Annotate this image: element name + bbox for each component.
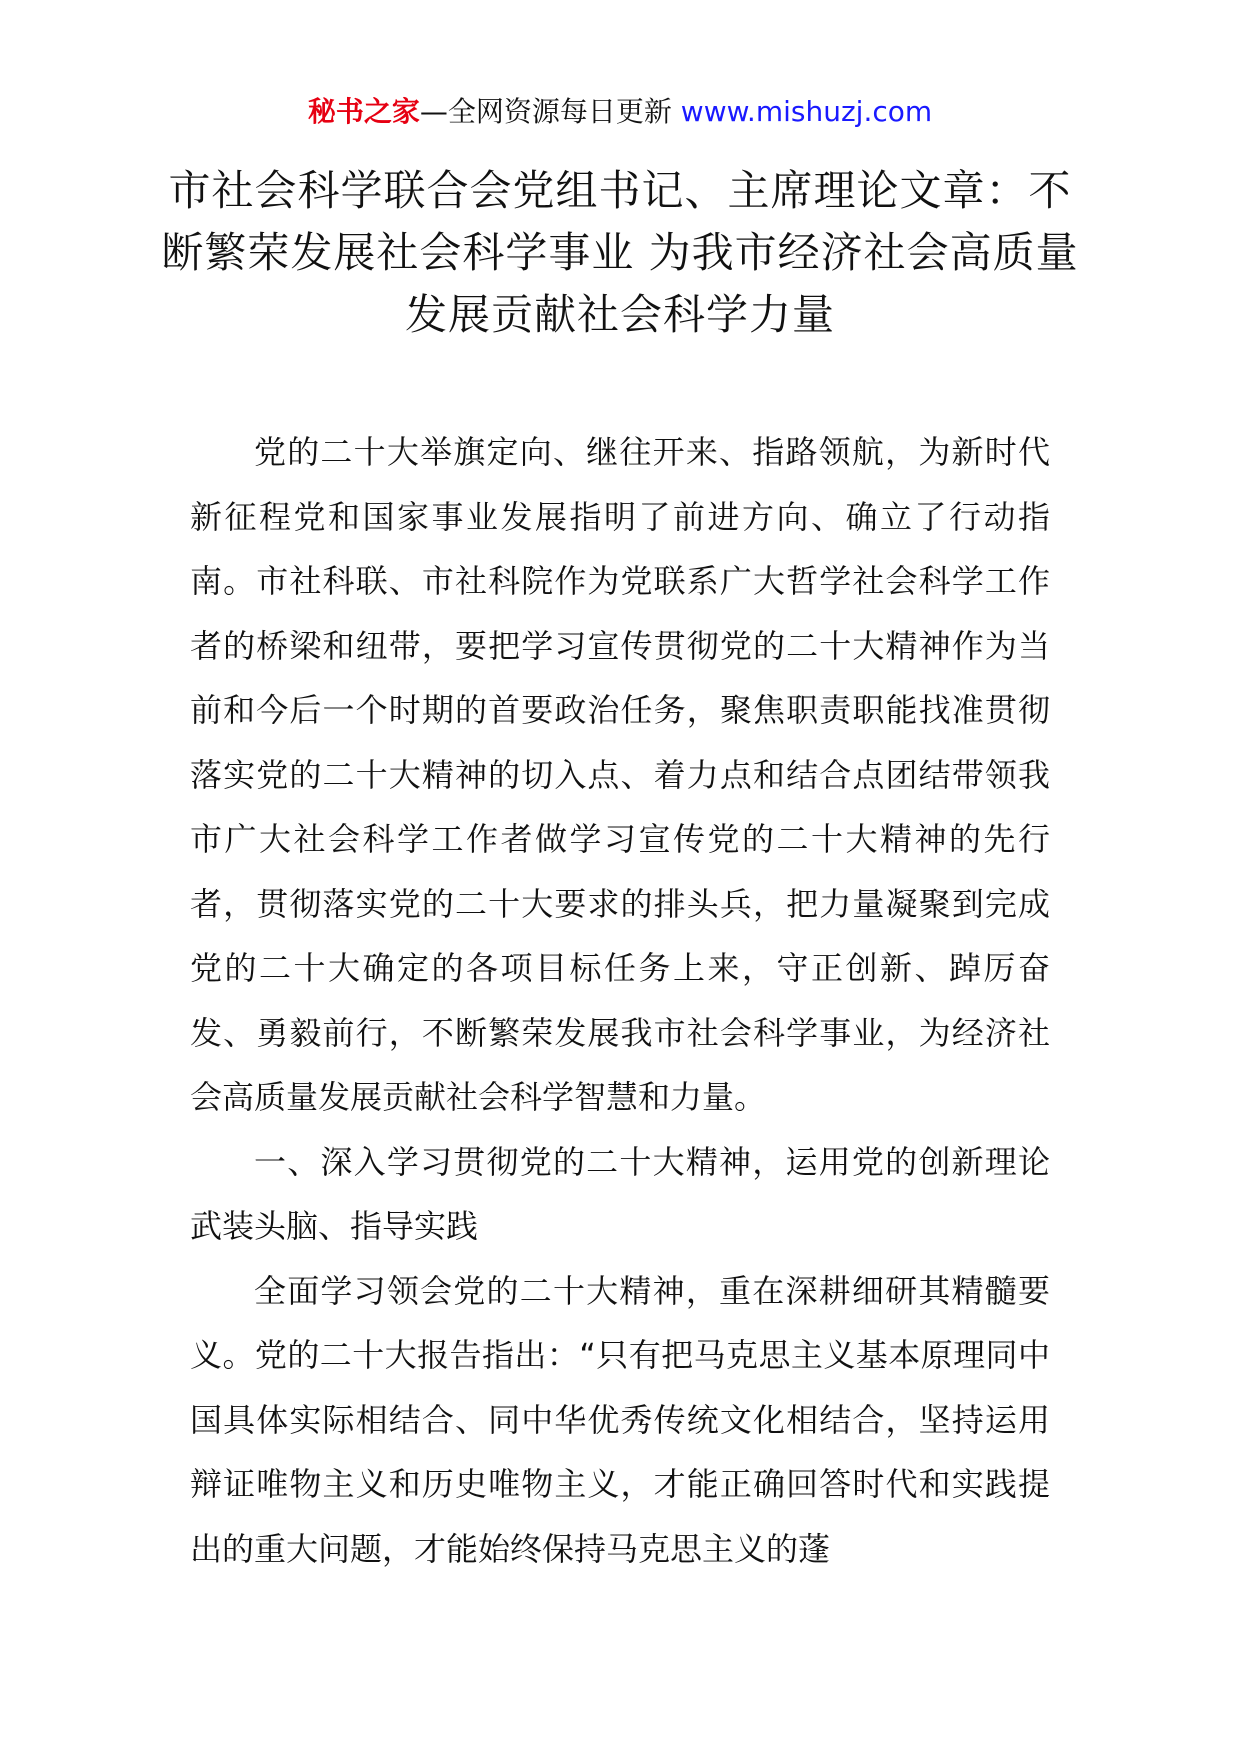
brand-name: 秘书之家 [307,95,420,128]
intro-paragraph: 党的二十大举旗定向、继往开来、指路领航，为新时代新征程党和国家事业发展指明了前进方向、确立了行动指南。市社科联、市社科院作为党联系广大哲学社会科学工作者的桥梁和纽带，要把学习宣传贯彻党的二十大精神作为当前和今后一个时期的首要政治任务，聚焦职责职能找准贯彻落实党的二十大精神的切入点、着力点和结合点团结带领我市广大社会科学工作者做学习宣传党的二十大精神的先行者，贯彻落实党的二十大要求的排头兵，把力量凝聚到完成党的二十大确定的各项目标任务上来，守正创新、踔厉奋发、勇毅前行，不断繁荣发展我市社会科学事业，为经济社会高质量发展贡献社会科学智慧和力量。 [190,433,1050,1116]
page-header [0,92,1240,132]
site-url-link[interactable]: www.mishuzj.com [680,95,933,128]
body-paragraph: 全面学习领会党的二十大精神，重在深耕细研其精髓要义。党的二十大报告指出：“只有把马克思主义基本原理同中国具体实际相结合、同中华优秀传统文化相结合，坚持运用辩证唯物主义和历史唯物主义，才能正确回答时代和实践提出的重大问题，才能始终保持马克思主义的蓬 [190,1271,1050,1568]
document-body [190,420,1050,1581]
document-title: 市社会科学联合会党组书记、主席理论文章：不断繁荣发展社会科学事业 为我市经济社会高质量发展贡献社会科学力量 [161,166,1079,339]
header-tagline: —全网资源每日更新 [419,95,672,128]
section-heading-1: 一、深入学习贯彻党的二十大精神，运用党的创新理论武装头脑、指导实践 [190,1142,1050,1245]
